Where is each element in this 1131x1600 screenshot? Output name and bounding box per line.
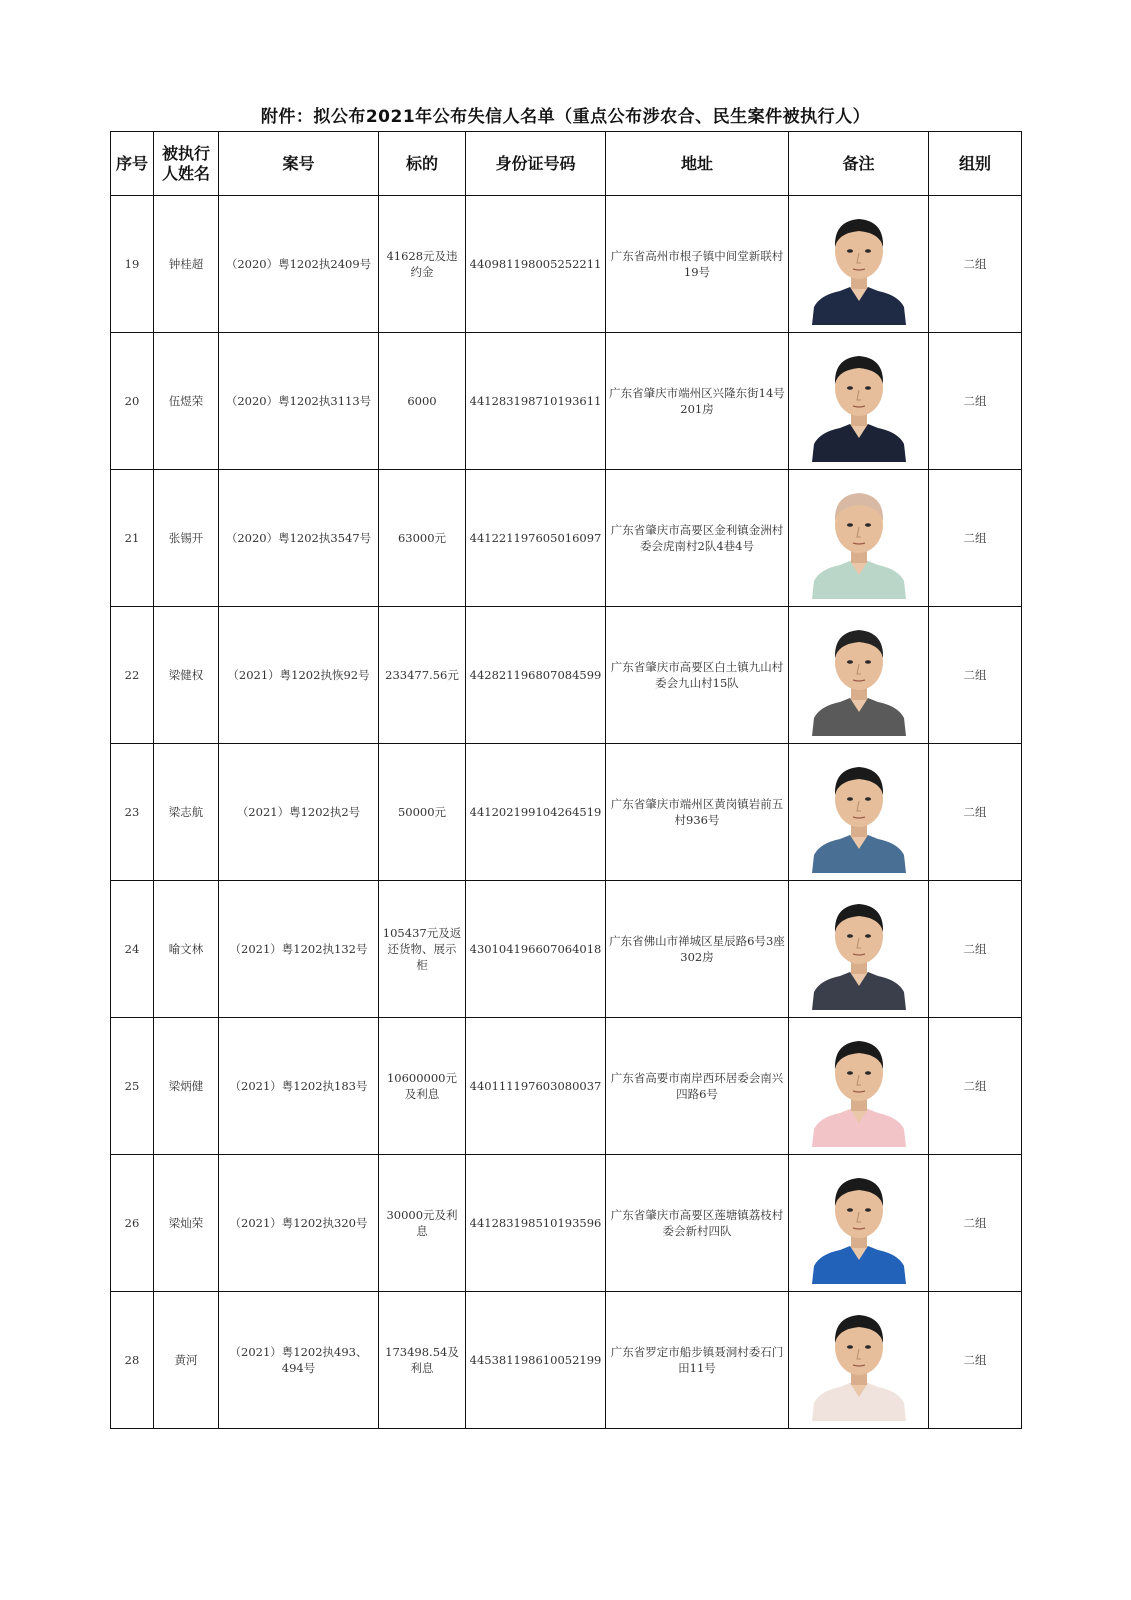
cell-subject: 6000	[379, 333, 466, 470]
cell-name: 梁健权	[154, 607, 219, 744]
cell-seq: 25	[111, 1018, 154, 1155]
cell-remark-photo	[789, 196, 929, 333]
cell-seq: 22	[111, 607, 154, 744]
cell-address: 广东省高要市南岸西环居委会南兴四路6号	[606, 1018, 789, 1155]
portrait-photo	[810, 888, 908, 1010]
defaulter-table	[110, 131, 1022, 1429]
cell-address: 广东省佛山市禅城区星辰路6号3座302房	[606, 881, 789, 1018]
cell-case-no: （2021）粤1202执2号	[219, 744, 379, 881]
table-row	[111, 196, 1022, 333]
cell-case-no: （2021）粤1202执320号	[219, 1155, 379, 1292]
cell-group: 二组	[929, 881, 1022, 1018]
cell-case-no: （2020）粤1202执3547号	[219, 470, 379, 607]
cell-subject: 105437元及返还货物、展示柜	[379, 881, 466, 1018]
cell-case-no: （2020）粤1202执3113号	[219, 333, 379, 470]
cell-group: 二组	[929, 470, 1022, 607]
portrait-photo	[810, 1162, 908, 1284]
page-title: 附件：拟公布2021年公布失信人名单（重点公布涉农合、民生案件被执行人）	[260, 107, 871, 127]
cell-name: 张锡开	[154, 470, 219, 607]
cell-remark-photo	[789, 607, 929, 744]
portrait-photo	[810, 340, 908, 462]
cell-id-no: 441221197605016097	[466, 470, 606, 607]
cell-group: 二组	[929, 333, 1022, 470]
cell-remark-photo	[789, 744, 929, 881]
header-subject: 标的	[379, 132, 466, 196]
cell-address: 广东省高州市根子镇中间堂新联村19号	[606, 196, 789, 333]
cell-address: 广东省肇庆市端州区兴隆东街14号201房	[606, 333, 789, 470]
cell-name: 钟桂超	[154, 196, 219, 333]
cell-seq: 19	[111, 196, 154, 333]
cell-address: 广东省罗定市船步镇聂洞村委石门田11号	[606, 1292, 789, 1429]
header-remark: 备注	[789, 132, 929, 196]
cell-subject: 10600000元及利息	[379, 1018, 466, 1155]
cell-group: 二组	[929, 744, 1022, 881]
cell-subject: 30000元及利息	[379, 1155, 466, 1292]
cell-subject: 173498.54及利息	[379, 1292, 466, 1429]
cell-case-no: （2021）粤1202执恢92号	[219, 607, 379, 744]
header-address: 地址	[606, 132, 789, 196]
portrait-photo	[810, 477, 908, 599]
header-case-no: 案号	[219, 132, 379, 196]
header-seq: 序号	[111, 132, 154, 196]
cell-seq: 26	[111, 1155, 154, 1292]
cell-name: 黄河	[154, 1292, 219, 1429]
cell-group: 二组	[929, 196, 1022, 333]
cell-id-no: 440981198005252211	[466, 196, 606, 333]
cell-id-no: 442821196807084599	[466, 607, 606, 744]
cell-address: 广东省肇庆市高要区白土镇九山村委会九山村15队	[606, 607, 789, 744]
cell-remark-photo	[789, 333, 929, 470]
cell-remark-photo	[789, 470, 929, 607]
cell-seq: 28	[111, 1292, 154, 1429]
cell-case-no: （2020）粤1202执2409号	[219, 196, 379, 333]
portrait-photo	[810, 1299, 908, 1421]
cell-name: 梁志航	[154, 744, 219, 881]
table-row	[111, 607, 1022, 744]
table-row	[111, 333, 1022, 470]
cell-subject: 50000元	[379, 744, 466, 881]
cell-seq: 24	[111, 881, 154, 1018]
header-name: 被执行人姓名	[154, 132, 219, 196]
cell-subject: 41628元及违约金	[379, 196, 466, 333]
cell-name: 喻文林	[154, 881, 219, 1018]
portrait-photo	[810, 203, 908, 325]
portrait-photo	[810, 751, 908, 873]
cell-case-no: （2021）粤1202执132号	[219, 881, 379, 1018]
cell-name: 梁炳健	[154, 1018, 219, 1155]
table-row	[111, 1155, 1022, 1292]
header-id-no: 身份证号码	[466, 132, 606, 196]
cell-subject: 233477.56元	[379, 607, 466, 744]
table-row	[111, 881, 1022, 1018]
cell-remark-photo	[789, 881, 929, 1018]
cell-group: 二组	[929, 1292, 1022, 1429]
cell-id-no: 445381198610052199	[466, 1292, 606, 1429]
cell-seq: 21	[111, 470, 154, 607]
cell-remark-photo	[789, 1155, 929, 1292]
cell-case-no: （2021）粤1202执183号	[219, 1018, 379, 1155]
table-row	[111, 744, 1022, 881]
cell-id-no: 430104196607064018	[466, 881, 606, 1018]
cell-address: 广东省肇庆市高要区莲塘镇荔枝村委会新村四队	[606, 1155, 789, 1292]
portrait-photo	[810, 614, 908, 736]
cell-name: 梁灿荣	[154, 1155, 219, 1292]
cell-id-no: 441283198510193596	[466, 1155, 606, 1292]
cell-group: 二组	[929, 1155, 1022, 1292]
cell-seq: 23	[111, 744, 154, 881]
cell-id-no: 441202199104264519	[466, 744, 606, 881]
cell-group: 二组	[929, 607, 1022, 744]
table-row	[111, 470, 1022, 607]
cell-group: 二组	[929, 1018, 1022, 1155]
cell-subject: 63000元	[379, 470, 466, 607]
cell-id-no: 440111197603080037	[466, 1018, 606, 1155]
table-row	[111, 1292, 1022, 1429]
cell-remark-photo	[789, 1292, 929, 1429]
cell-address: 广东省肇庆市高要区金利镇金洲村委会虎南村2队4巷4号	[606, 470, 789, 607]
cell-address: 广东省肇庆市端州区黄岗镇岩前五村936号	[606, 744, 789, 881]
table-row	[111, 1018, 1022, 1155]
cell-id-no: 441283198710193611	[466, 333, 606, 470]
portrait-photo	[810, 1025, 908, 1147]
table-header-row	[111, 132, 1022, 196]
cell-seq: 20	[111, 333, 154, 470]
cell-case-no: （2021）粤1202执493、494号	[219, 1292, 379, 1429]
cell-remark-photo	[789, 1018, 929, 1155]
cell-name: 伍煜荣	[154, 333, 219, 470]
header-group: 组别	[929, 132, 1022, 196]
